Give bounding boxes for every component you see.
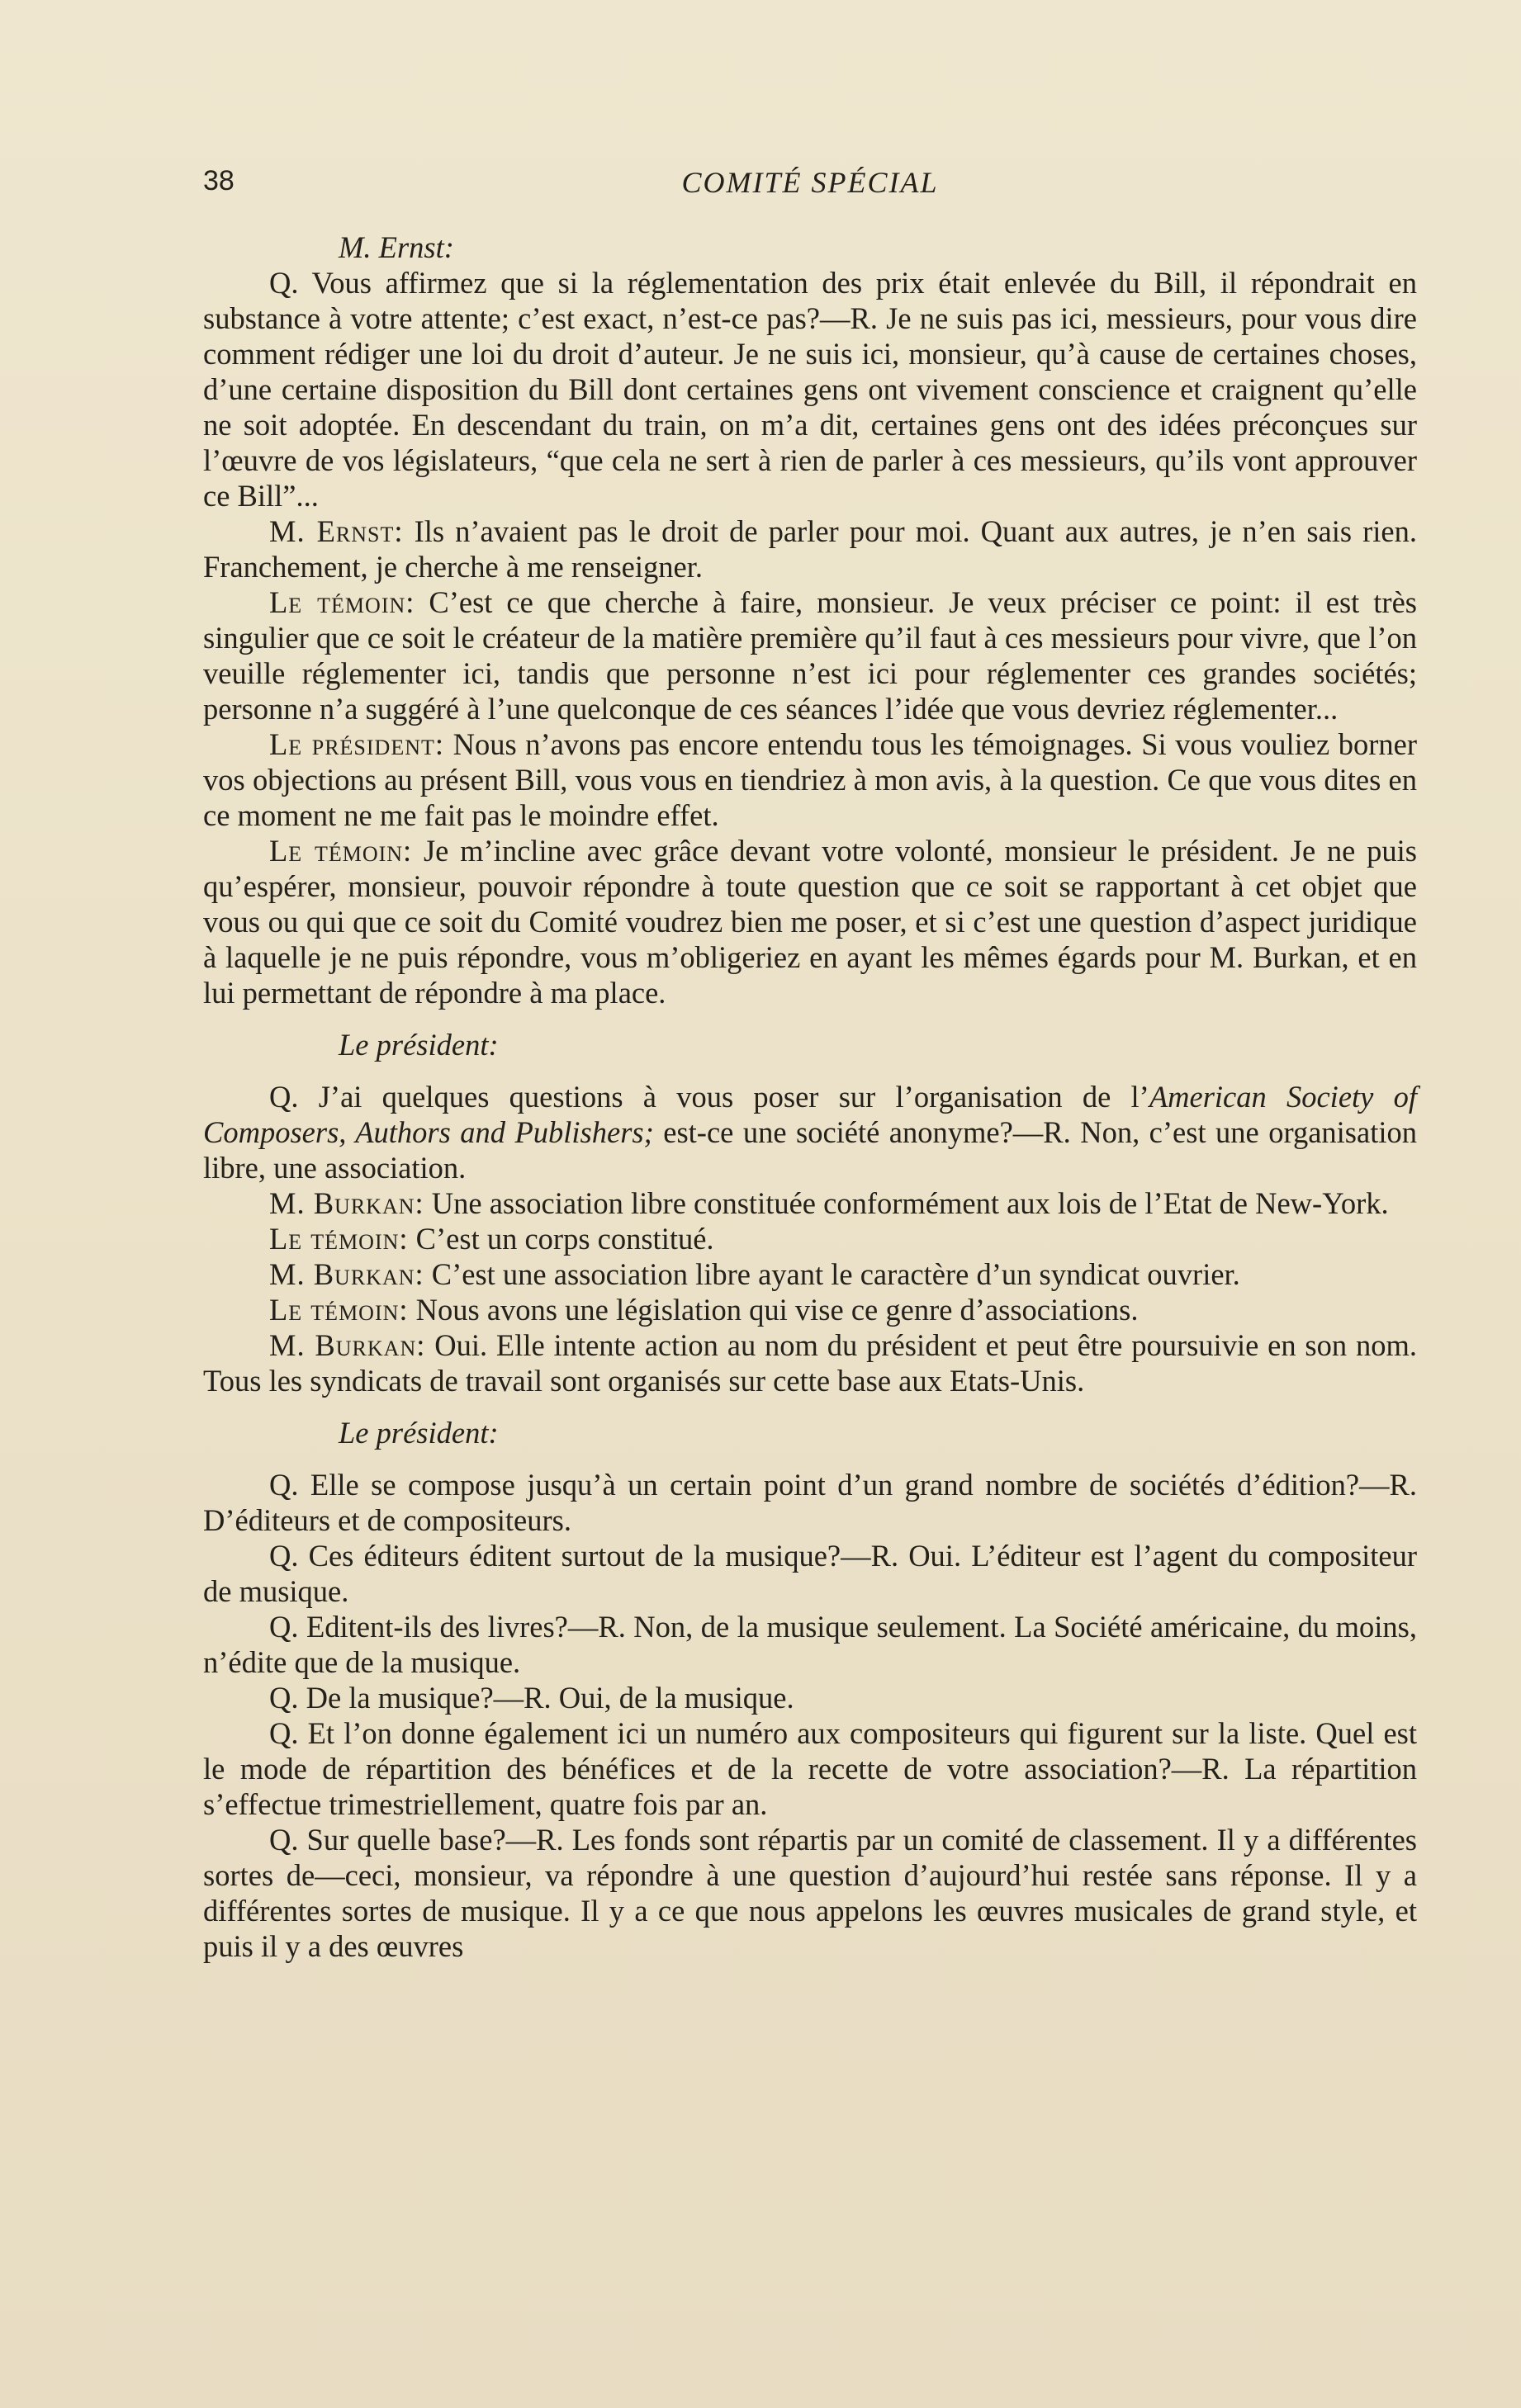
paragraph [203,1609,1417,1680]
paragraph [203,513,1417,584]
paragraph-text: Q. Vous affirmez que si la réglementation des prix était enlevée du Bill, il répondrait en substance à votre attente; c’est exact, n’est-ce pas?—R. Je ne suis pas ici, messieurs, pour vous dire comment rédiger une loi du droit d’auteur. Je ne suis ici, monsieur, qu’à cause de certaines choses, d’une certaine disposition du Bill dont certaines gens ont vivement conscience et craignent qu’elle ne soit adoptée. En descendant du train, on m’a dit, certaines gens ont des idées préconçues sur l’œuvre de vos législateurs, “que cela ne sert à rien de parler à ces messieurs, qu’ils vont approuver ce Bill”... [203,266,1417,513]
paragraph [203,726,1417,833]
paragraph [203,1327,1417,1398]
paragraph [203,1292,1417,1327]
society-name: American Society of Composers, Authors and Publishers; [203,1080,1417,1149]
running-title: COMITÉ SPÉCIAL [681,166,939,199]
paragraph [203,265,1417,513]
speaker-name: Le témoin: [269,834,413,868]
page-number: 38 [203,165,235,196]
paragraph-text: C’est une association libre ayant le caractère d’un syndicat ouvrier. [424,1257,1240,1291]
body-text [203,229,1417,1964]
paragraph [203,1715,1417,1822]
speaker-heading: M. Ernst: [339,230,454,264]
speaker-name: M. Burkan: [269,1328,426,1362]
paragraph [203,1822,1417,1964]
speaker-name: Le témoin: [269,1222,409,1256]
speaker-name: Le président: [269,727,445,761]
paragraph-text: Q. Et l’on donne également ici un numéro aux compositeurs qui figurent sur la liste. Quel est le mode de répartition des bénéfices et de la recette de votre association?—R. La répartition s’effectue trimestriellement, quatre fois par an. [203,1716,1417,1821]
paragraph [203,1256,1417,1292]
page-header [203,165,1417,206]
paragraph-text: est-ce une société anonyme?—R. Non, c’est une organisation libre, une association. [203,1115,1417,1185]
paragraph [203,1680,1417,1715]
paragraph [203,833,1417,1010]
paragraph-text: Q. Elle se compose jusqu’à un certain point d’un grand nombre de sociétés d’édition?—R. D’éditeurs et de compositeurs. [203,1468,1417,1537]
paragraph-text: Q. J’ai quelques questions à vous poser sur l’organisation de l’ [269,1080,1149,1114]
paragraph-text: Ils n’avaient pas le droit de parler pour moi. Quant aux autres, je n’en sais rien. Franchement, je cherche à me renseigner. [203,514,1417,584]
paragraph-text: Q. Sur quelle base?—R. Les fonds sont répartis par un comité de classement. Il y a différentes sortes de—ceci, monsieur, va répondre à une question d’aujourd’hui restée sans réponse. Il y a différentes sortes de musique. Il y a ce que nous appelons les œuvres musicales de grand style, et puis il y a des œuvres [203,1823,1417,1963]
speaker-heading: Le président: [339,1416,499,1450]
speaker-name: Le témoin: [269,1293,409,1327]
paragraph [203,1079,1417,1185]
paragraph-text: Je m’incline avec grâce devant votre volonté, monsieur le président. Je ne puis qu’espérer, monsieur, pouvoir répondre à toute question que ce soit se rapportant à cet objet que vous ou qui que ce soit du Comité voudrez bien me poser, et si c’est une question d’aspect juridique à laquelle je ne puis répondre, vous m’obligeriez en ayant les mêmes égards pour M. Burkan, et en lui permettant de répondre à ma place. [203,834,1417,1010]
paragraph-text: Q. Ces éditeurs éditent surtout de la musique?—R. Oui. L’éditeur est l’agent du compositeur de musique. [203,1539,1417,1608]
speaker-name: Le témoin: [269,585,415,619]
paragraph [203,1538,1417,1609]
paragraph-text: Oui. Elle intente action au nom du président et peut être poursuivie en son nom. Tous les syndicats de travail sont organisés sur cette base aux Etats-Unis. [203,1328,1417,1398]
paragraph [203,1185,1417,1221]
paragraph-text: Une association libre constituée conformément aux lois de l’Etat de New-York. [424,1186,1389,1220]
paragraph-text: C’est ce que cherche à faire, monsieur. Je veux préciser ce point: il est très singulier que ce soit le créateur de la matière première qu’il faut à ces messieurs pour vivre, que l’on veuille réglementer ici, tandis que personne n’est ici pour réglementer ces grandes sociétés; personne n’a suggéré à l’une quelconque de ces séances l’idée que vous devriez réglementer... [203,585,1417,726]
paragraph-text: C’est un corps constitué. [408,1222,714,1256]
paragraph-text: Q. De la musique?—R. Oui, de la musique. [269,1681,794,1715]
speaker-heading: Le président: [339,1028,499,1062]
paragraph-text: Q. Editent-ils des livres?—R. Non, de la musique seulement. La Société américaine, du moins, n’édite que de la musique. [203,1610,1417,1679]
paragraph-text: Nous n’avons pas encore entendu tous les témoignages. Si vous vouliez borner vos objections au présent Bill, vous vous en tiendriez à mon avis, à la question. Ce que vous dites en ce moment ne me fait pas le moindre effet. [203,727,1417,832]
speaker-name: M. Burkan: [269,1257,424,1291]
paragraph [203,584,1417,726]
paragraph-text: Nous avons une législation qui vise ce genre d’associations. [408,1293,1139,1327]
speaker-name: M. Ernst: [269,514,404,548]
paragraph [203,1467,1417,1538]
speaker-name: M. Burkan: [269,1186,424,1220]
paragraph [203,1221,1417,1256]
